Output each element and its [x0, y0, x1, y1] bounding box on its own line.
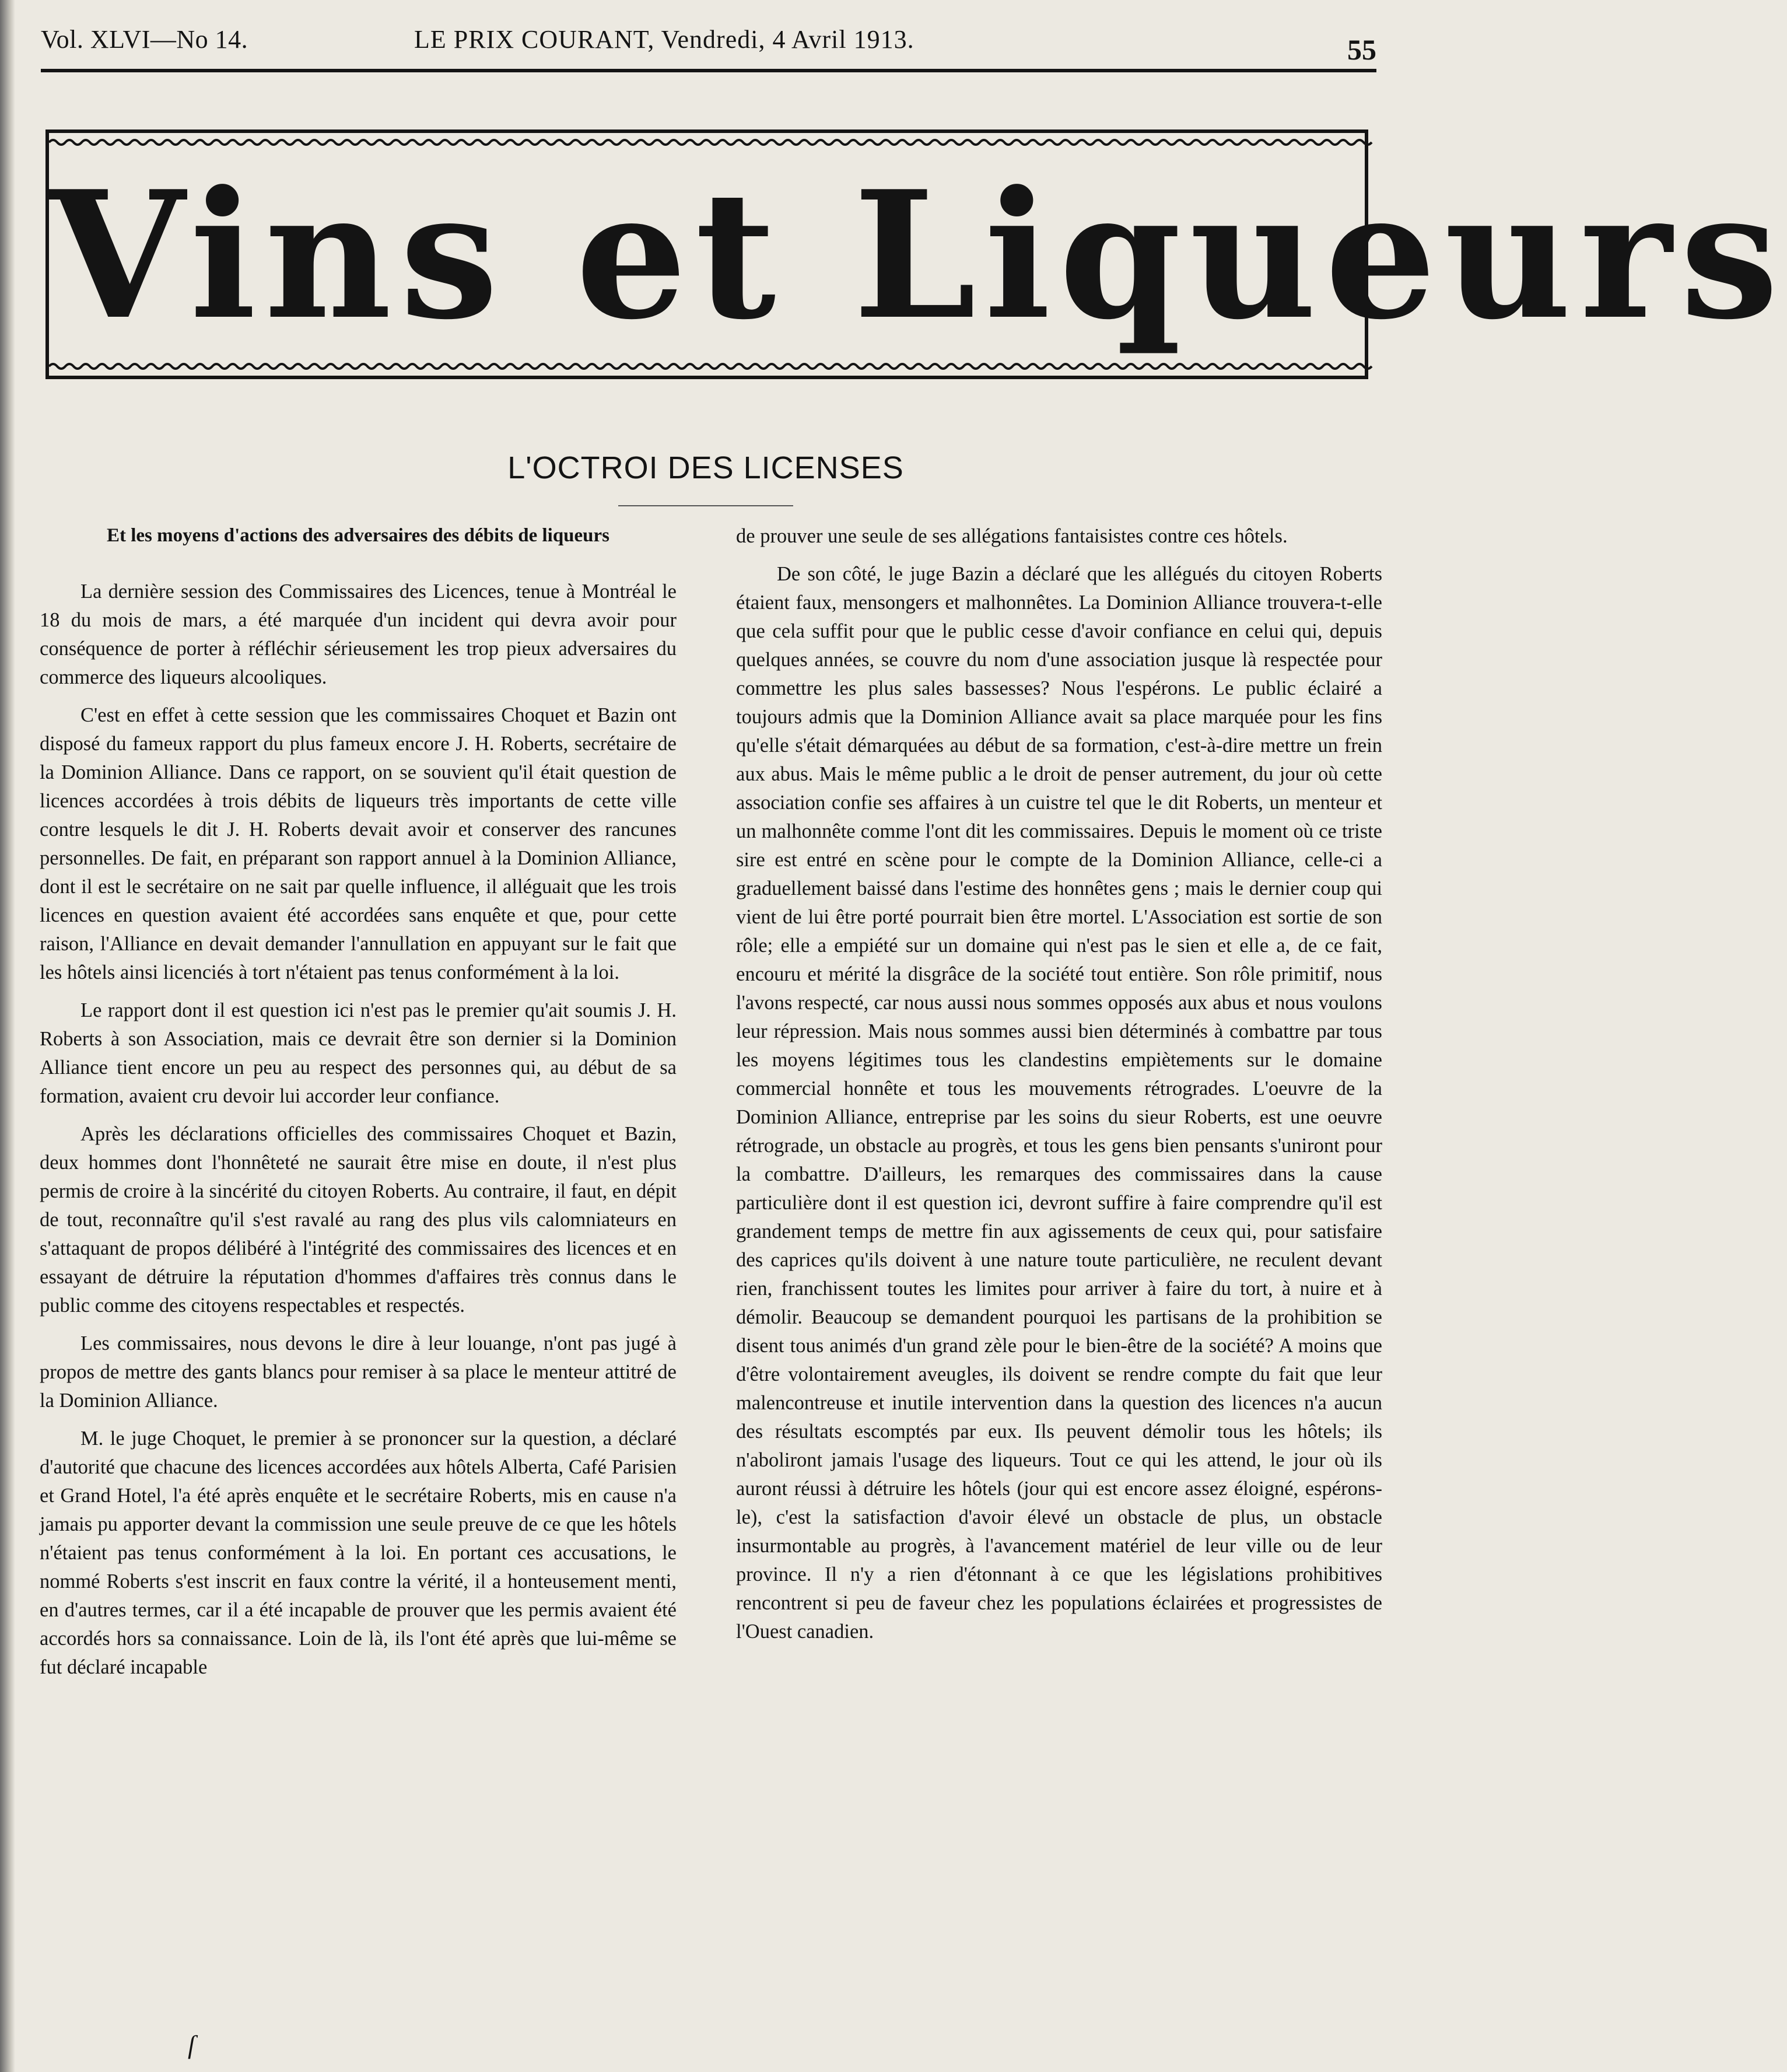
paragraph: Après les déclarations officielles des commissaires Choquet et Bazin, deux hommes dont l'honnêteté ne saurait être mise en doute, il n'est plus permis de croire à la sincérité du citoyen Roberts. Au contraire, il faut, en dépit de tout, reconnaître qu'il s'est ravalé au rang des plus vils calomniateurs en s'attaquant de propos délibéré à l'intégrité des commissaires des licences et en essayant de détruire la réputation d'hommes d'affaires très connus dans le public comme des citoyens respectables et respectés. [40, 1123, 677, 1317]
publication-date-line: LE PRIX COURANT, Vendredi, 4 Avril 1913. [414, 25, 914, 54]
paragraph: Le rapport dont il est question ici n'est pas le premier qu'ait soumis J. H. Roberts à son Association, mais ce devrait être son dernier si la Dominion Alliance tient encore un peu au respect des personnes qui, au début de sa formation, avaient cru devoir lui accorder leur confiance. [40, 999, 677, 1107]
print-speck: ſ [188, 2031, 195, 2059]
masthead-wavy-border-bottom [49, 360, 1365, 372]
article-column-right [736, 522, 1382, 1656]
paragraph: Les commissaires, nous devons le dire à leur louange, n'ont pas jugé à propos de mettre des gants blancs pour remiser à sa place le menteur attitré de la Dominion Alliance. [40, 1332, 677, 1412]
masthead-wavy-border-top [49, 136, 1365, 148]
paragraph: La dernière session des Commissaires des Licences, tenue à Montréal le 18 du mois de mars, a été marquée d'un incident qui devra avoir pour conséquence de porter à réfléchir sérieusement les trop pieux adversaires du commerce des liqueurs alcooliques. [40, 580, 677, 688]
article-title: L'OCTROI DES LICENSES [507, 450, 904, 485]
paragraph: M. le juge Choquet, le premier à se prononcer sur la question, a déclaré d'autorité que chacune des licences accordées aux hôtels Alberta, Café Parisien et Grand Hotel, l'a été après enquête et le secrétaire Roberts, mis en cause n'a jamais pu apporter devant la commission une seule preuve de ce que les hôtels n'étaient pas tenus conformément à la loi. En portant ces accusations, le nommé Roberts s'est inscrit en faux contre la vérité, il a honteusement menti, en d'autres termes, car il a été incapable de prouver que les permis avaient été accordés hors sa connaissance. Loin de là, ils l'ont été après que lui-même se fut déclaré incapable [40, 1427, 677, 1678]
page-spine-shadow [0, 0, 15, 2072]
paragraph-continuation: de prouver une seule de ses allégations fantaisistes contre ces hôtels. [736, 525, 1288, 547]
paragraph: C'est en effet à cette session que les commissaires Choquet et Bazin ont disposé du fameux rapport du plus fameux encore J. H. Roberts, secrétaire de la Dominion Alliance. Dans ce rapport, on se souvient qu'il était question de licences accordées à trois débits de liqueurs très importants de cette ville contre lesquels le dit J. H. Roberts devait avoir et conserver des rancunes personnelles. De fait, en préparant son rapport annuel à la Dominion Alliance, dont il est le secrétaire on ne sait par quelle influence, il alléguait que les trois licences en question avaient été accordées sans enquête et que, pour cette raison, l'Alliance en devait demander l'annullation en appuyant sur le fait que les hôtels ainsi licenciés à tort n'étaient pas tenus conformément à la loi. [40, 704, 677, 984]
volume-number: Vol. XLVI—No 14. [41, 25, 248, 54]
header-rule [41, 69, 1376, 72]
article-column-left [40, 522, 677, 1691]
section-title: Vins et Liqueurs [49, 152, 1787, 358]
article-subtitle: Et les moyens d'actions des adversaires des débits de liqueurs [106, 525, 610, 546]
paragraph: De son côté, le juge Bazin a déclaré que les allégués du citoyen Roberts étaient faux, mensongers et malhonnêtes. La Dominion Alliance trouvera-t-elle que cela suffit pour que le public cesse d'avoir confiance en celui qui, depuis quelques années, se couvre du nom d'une association jusque là respectée pour commettre les plus sales bassesses? Nous l'espérons. Le public éclairé a toujours admis que la Dominion Alliance avait sa place marquée pour les fins qu'elle s'était démarquées au début de sa formation, c'est-à-dire mettre un frein aux abus. Mais le même public a le droit de penser autrement, du jour où cette association confie ses affaires à un cuistre tel que le dit Roberts, un menteur et un malhonnête comme l'ont dit les commissaires. Depuis le moment où ce triste sire est entré en scène pour le compte de la Dominion Alliance, celle-ci a graduellement baissé dans l'estime des honnêtes gens ; mais le dernier coup qui vient de lui être porté pourrait bien être mortel. L'Association est sortie de son rôle; elle a empiété sur un domaine qui n'est pas le sien et elle a, de ce fait, encouru et mérité la disgrâce de la société tout entière. Son rôle primitif, nous l'avons respecté, car nous aussi nous sommes opposés aux abus et nous voulons leur répression. Mais nous sommes aussi bien déterminés à combattre par tous les moyens légitimes tous les clandestins empiètements sur le domaine commercial honnête et tous les mouvements rétrogrades. L'oeuvre de la Dominion Alliance, entreprise par les soins du sieur Roberts, est une oeuvre rétrograde, un obstacle au progrès, et tous les gens bien pensants s'uniront pour la combattre. D'ailleurs, les remarques des commissaires dans la cause particulière dont il est question ici, devront suffire à faire comprendre qu'il est grandement temps de mettre fin aux agissements de ceux qui, pour satisfaire des caprices qu'ils doivent à une nature toute particulière, ne reculent devant rien, franchissent toutes les limites pour arriver à faire du tort, à nuire et à démolir. Beaucoup se demandent pourquoi les partisans de la prohibition se disent tous animés d'un grand zèle pour le bien-être de la société? A moins que d'être volontairement aveugles, ils doivent se rendre compte du fait que leur malencontreuse et inutile intervention dans la question des licences n'a aucun des résultats escomptés par eux. Ils peuvent démolir tous les hôtels; ils n'aboliront jamais l'usage des liqueurs. Tout ce qui les attend, le jour où ils auront réussi à détruire les hôtels (jour qui est encore assez éloigné, espérons-le), c'est la satisfaction d'avoir élevé un obstacle de plus, un obstacle insurmontable au progrès, à l'avancement matériel de leur ville ou de leur province. Il n'y a rien d'étonnant à ce que les législations prohibitives rencontrent si peu de faveur chez les populations éclairées et progressistes de l'Ouest canadien. [736, 563, 1382, 1643]
page-number: 55 [1347, 33, 1376, 66]
title-rule [618, 505, 793, 506]
section-masthead [45, 130, 1787, 379]
running-header [41, 21, 1376, 68]
